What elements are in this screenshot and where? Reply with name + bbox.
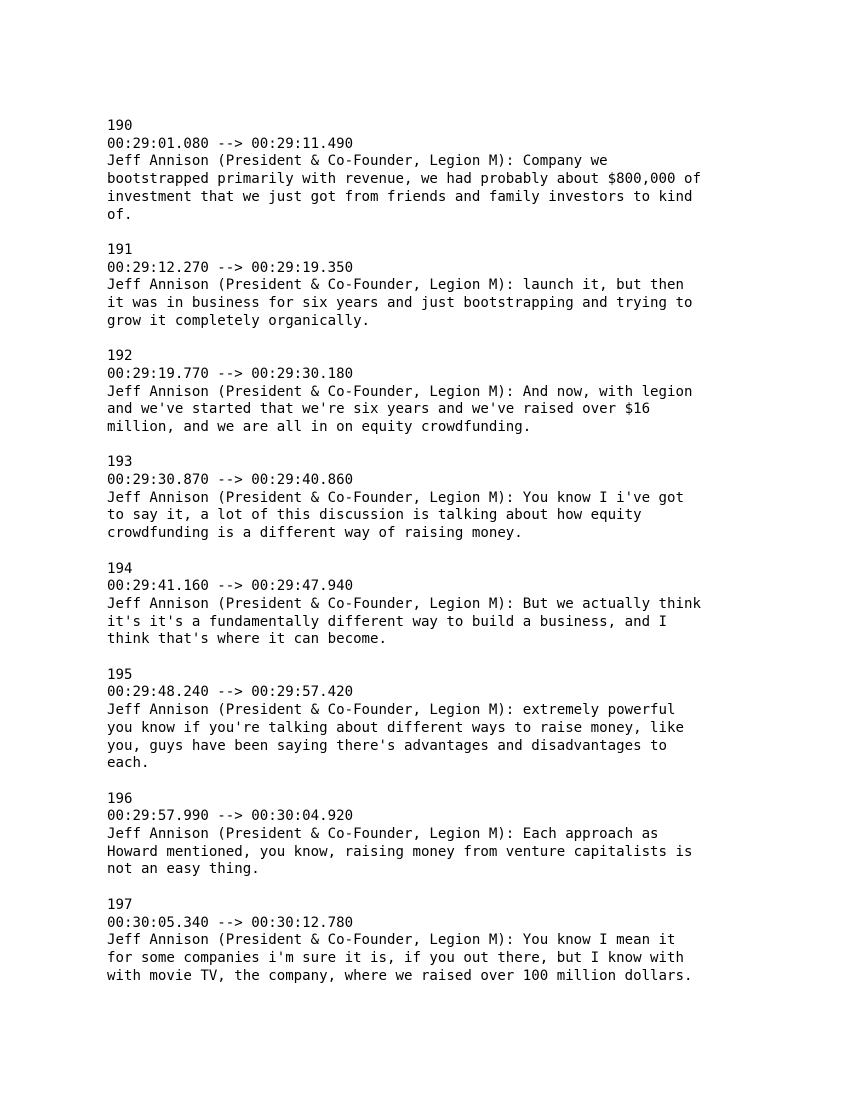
cue-index: 193 (107, 454, 133, 471)
cue-text-line: grow it completely organically. (107, 312, 371, 329)
cue-text-line: it was in business for six years and just bootstrapping and trying to (107, 295, 693, 312)
cue-timing: 00:30:05.340 --> 00:30:12.780 (107, 914, 354, 931)
subtitle-cue (107, 348, 807, 437)
cue-timing: 00:29:48.240 --> 00:29:57.420 (107, 684, 354, 701)
cue-text-line: investment that we just got from friends and family investors to kind (107, 188, 693, 205)
subtitle-cue (107, 561, 807, 650)
cue-text-line: you know if you're talking about different ways to raise money, like (107, 719, 684, 736)
cue-index: 194 (107, 560, 133, 577)
cue-text-line: to say it, a lot of this discussion is talking about how equity (107, 507, 642, 524)
cue-timing: 00:29:41.160 --> 00:29:47.940 (107, 578, 354, 595)
subtitle-cue (107, 454, 807, 543)
cue-index: 197 (107, 896, 133, 913)
cue-text-line: Jeff Annison (President & Co-Founder, Legion M): And now, with legion (107, 383, 693, 400)
cue-text-line: and we've started that we're six years and we've raised over $16 (107, 401, 651, 418)
cue-text-line: million, and we are all in on equity crowdfunding. (107, 418, 532, 435)
cue-text-line: crowdfunding is a different way of raising money. (107, 525, 523, 542)
subtitle-cue (107, 667, 807, 773)
subtitle-cue (107, 791, 807, 880)
cue-text-line: bootstrapped primarily with revenue, we had probably about $800,000 of (107, 171, 701, 188)
subtitle-cue (107, 118, 807, 224)
cue-text-line: with movie TV, the company, where we raised over 100 million dollars. (107, 967, 693, 984)
cue-text-line: Jeff Annison (President & Co-Founder, Legion M): Each approach as (107, 826, 659, 843)
cue-index: 196 (107, 790, 133, 807)
cue-index: 192 (107, 348, 133, 365)
cue-timing: 00:29:01.080 --> 00:29:11.490 (107, 135, 354, 152)
cue-index: 195 (107, 666, 133, 683)
cue-text-line: each. (107, 755, 150, 772)
cue-text-line: of. (107, 206, 133, 223)
cue-text-line: Howard mentioned, you know, raising money from venture capitalists is (107, 843, 693, 860)
cue-text-line: Jeff Annison (President & Co-Founder, Legion M): You know I i've got (107, 489, 684, 506)
cue-text-line: for some companies i'm sure it is, if you out there, but I know with (107, 949, 684, 966)
cue-text-line: Jeff Annison (President & Co-Founder, Legion M): You know I mean it (107, 932, 676, 949)
cue-timing: 00:29:57.990 --> 00:30:04.920 (107, 808, 354, 825)
cue-text-line: it's it's a fundamentally different way to build a business, and I (107, 613, 668, 630)
cue-timing: 00:29:19.770 --> 00:29:30.180 (107, 365, 354, 382)
cue-timing: 00:29:30.870 --> 00:29:40.860 (107, 472, 354, 489)
cue-text-line: you, guys have been saying there's advantages and disadvantages to (107, 737, 668, 754)
cue-index: 191 (107, 241, 133, 258)
subtitle-cue (107, 242, 807, 331)
cue-text-line: Jeff Annison (President & Co-Founder, Legion M): launch it, but then (107, 277, 684, 294)
cue-timing: 00:29:12.270 --> 00:29:19.350 (107, 259, 354, 276)
subtitle-cue (107, 897, 807, 986)
cue-text-line: Jeff Annison (President & Co-Founder, Legion M): Company we (107, 153, 608, 170)
cue-text-line: think that's where it can become. (107, 631, 388, 648)
transcript-page (107, 118, 807, 1003)
cue-index: 190 (107, 118, 133, 134)
cue-text-line: not an easy thing. (107, 861, 260, 878)
cue-text-line: Jeff Annison (President & Co-Founder, Legion M): But we actually think (107, 595, 701, 612)
cue-text-line: Jeff Annison (President & Co-Founder, Legion M): extremely powerful (107, 702, 676, 719)
